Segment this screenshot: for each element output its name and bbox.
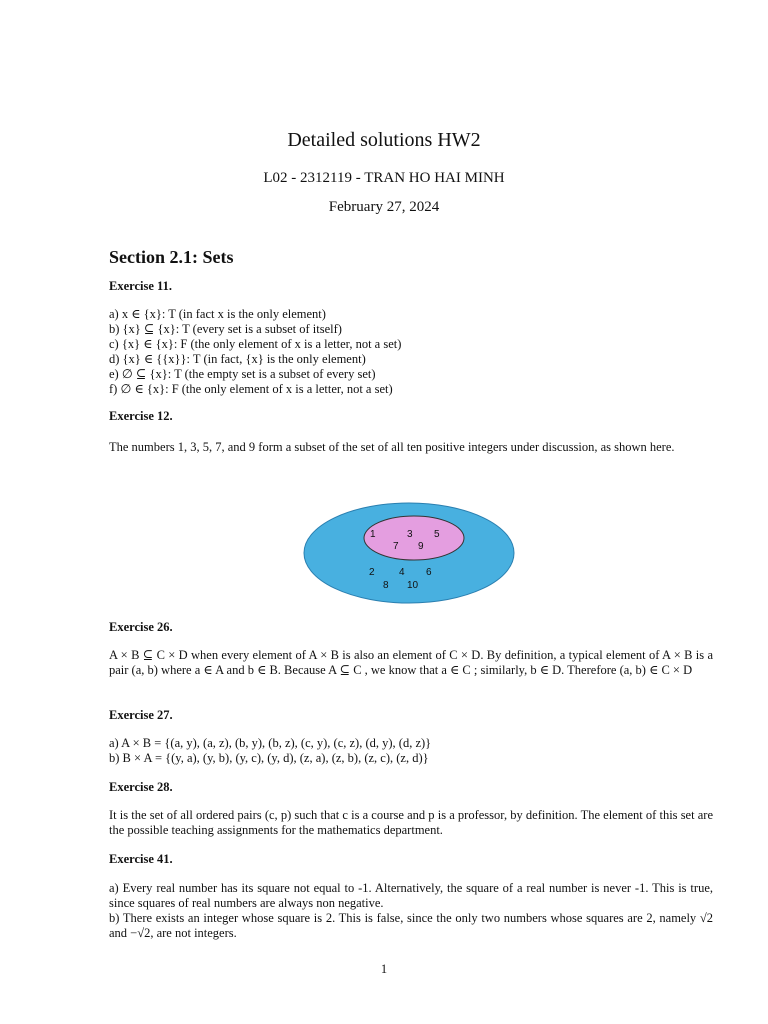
exercise-26-text: A × B ⊆ C × D when every element of A × B is also an element of C × D. By definition, a typical element of A × B is a pair (a, b) where a ∈ A and b ∈ B. Because A ⊆ C , we know that a ∈ C ; similarly, b ∈ D. Therefore (a, b) ∈ C × D: [109, 648, 713, 677]
venn-number-9: 9: [418, 541, 424, 552]
venn-number-3: 3: [407, 529, 413, 540]
exercise-11-item-e: e) ∅ ⊆ {x}: T (the empty set is a subset of every set): [109, 367, 376, 381]
exercise-11-item-f: f) ∅ ∈ {x}: F (the only element of x is a letter, not a set): [109, 382, 393, 396]
venn-number-7: 7: [393, 541, 399, 552]
venn-number-4: 4: [399, 567, 405, 578]
exercise-27-heading: Exercise 27.: [109, 708, 173, 722]
exercise-28-text: It is the set of all ordered pairs (c, p) such that c is a course and p is a professor, by definition. The element of this set are the possible teaching assignments for the mathematics department.: [109, 808, 713, 837]
exercise-27-answers: [109, 736, 713, 766]
exercise-41-part-b: b) There exists an integer whose square is 2. This is false, since the only two numbers whose squares are 2, namely √2 and −√2, are not integers.: [109, 911, 713, 940]
venn-diagram: [303, 502, 515, 604]
document-title: Detailed solutions HW2: [287, 129, 481, 151]
venn-number-6: 6: [426, 567, 432, 578]
venn-number-2: 2: [369, 567, 375, 578]
odd-subset-ellipse: [364, 516, 464, 560]
document-date: February 27, 2024: [328, 199, 440, 215]
section-heading: Section 2.1: Sets: [109, 247, 234, 267]
exercise-41-heading: Exercise 41.: [109, 852, 173, 866]
venn-number-8: 8: [383, 580, 389, 591]
exercise-11-item-a: a) x ∈ {x}: T (in fact x is the only element): [109, 307, 326, 321]
exercise-12-text: The numbers 1, 3, 5, 7, and 9 form a subset of the set of all ten positive integers under discussion, as shown here.: [109, 440, 675, 454]
exercise-41-part-a: a) Every real number has its square not equal to -1. Alternatively, the square of a real number is never -1. This is true, since squares of real numbers are always non negative.: [109, 881, 713, 910]
exercise-28-heading: Exercise 28.: [109, 780, 173, 794]
exercise-11-answers: [109, 307, 713, 397]
venn-number-5: 5: [434, 529, 440, 540]
venn-number-1: 1: [370, 529, 376, 540]
exercise-27-item-a: a) A × B = {(a, y), (a, z), (b, y), (b, z), (c, y), (c, z), (d, y), (d, z)}: [109, 736, 432, 750]
exercise-11-item-b: b) {x} ⊆ {x}: T (every set is a subset of itself): [109, 322, 342, 336]
page-number: 1: [380, 962, 388, 976]
exercise-26-heading: Exercise 26.: [109, 620, 173, 634]
exercise-41-text: [109, 881, 713, 941]
author-line: L02 - 2312119 - TRAN HO HAI MINH: [263, 170, 505, 186]
exercise-27-item-b: b) B × A = {(y, a), (y, b), (y, c), (y, d), (z, a), (z, b), (z, c), (z, d)}: [109, 751, 429, 765]
exercise-12-heading: Exercise 12.: [109, 409, 173, 423]
exercise-11-heading: Exercise 11.: [109, 279, 172, 293]
exercise-11-item-d: d) {x} ∈ {{x}}: T (in fact, {x} is the only element): [109, 352, 366, 366]
venn-number-10: 10: [407, 580, 419, 591]
exercise-11-item-c: c) {x} ∈ {x}: F (the only element of x is a letter, not a set): [109, 337, 402, 351]
